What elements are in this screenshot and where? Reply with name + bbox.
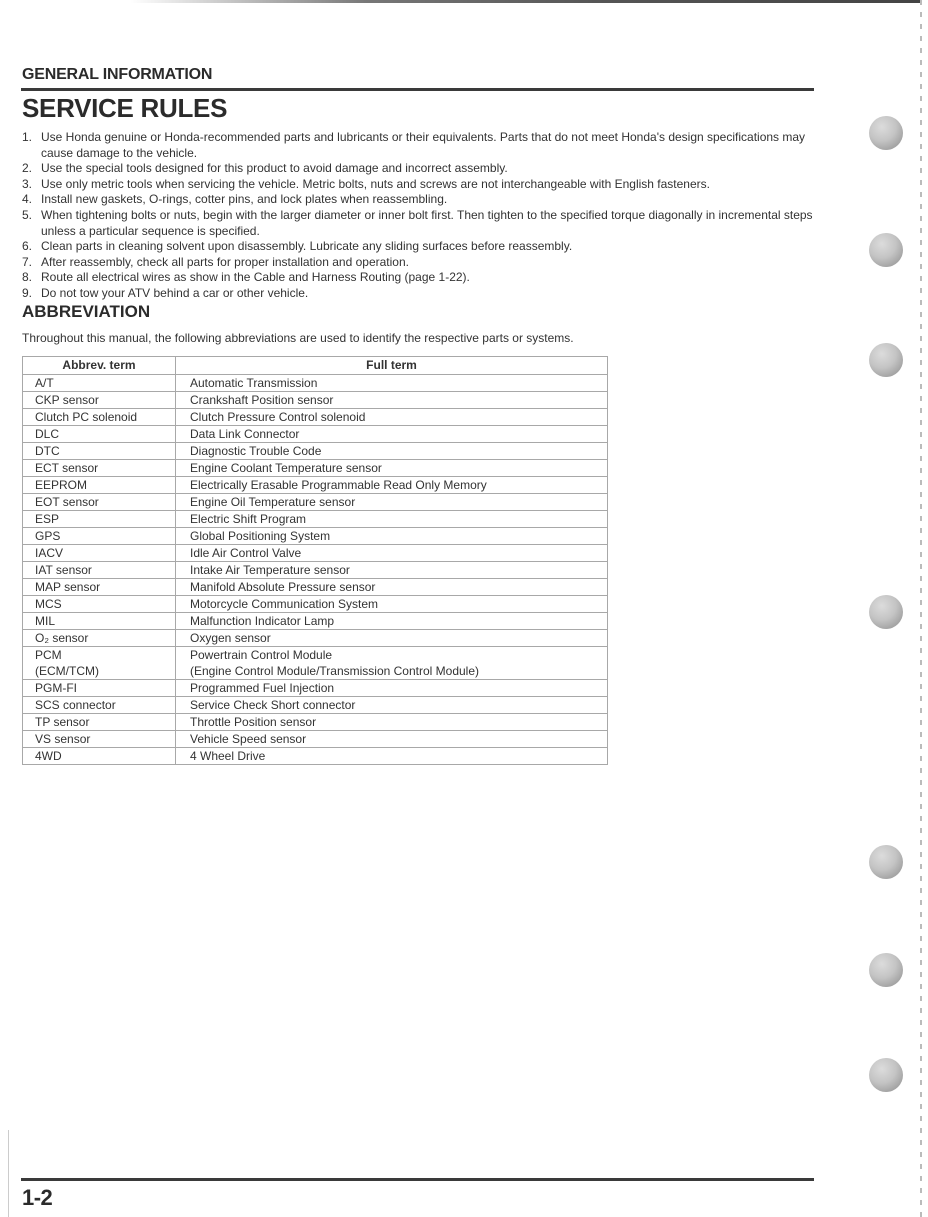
rule-item [22,208,822,239]
rule-text: Clean parts in cleaning solvent upon disassembly. Lubricate any sliding surfaces before reassembly. [41,239,573,254]
abbrev-text: MAP sensor [35,580,101,594]
rule-item [22,130,822,161]
abbrev-text: CKP sensor [35,393,99,407]
full-term-cell [176,477,608,494]
abbrev-text: EEPROM [35,478,88,492]
rule-number: 8. [22,270,33,285]
table-row [23,680,608,697]
table-row [23,731,608,748]
table-body [23,375,608,765]
abbrev-cell [23,443,176,460]
full-term-text: 4 Wheel Drive [190,749,266,763]
rule-text: After reassembly, check all parts for proper installation and operation. [41,254,409,269]
abbrev-cell [23,545,176,562]
rule-item [22,255,822,271]
abbrev-cell [23,511,176,528]
full-term-text: Global Positioning System [190,529,331,543]
table-row [23,443,608,460]
binder-hole-icon [869,595,903,629]
table-row [23,714,608,731]
full-term-text: Vehicle Speed sensor [190,732,307,746]
rule-number: 6. [22,239,33,254]
full-term-cell [176,443,608,460]
full-term-cell [176,680,608,697]
full-term-cell [176,511,608,528]
abbrev-text: Clutch PC solenoid [35,410,138,424]
abbrev-text: MIL [35,614,56,628]
full-term-text: Electrically Erasable Programmable Read Only Memory [190,478,487,492]
abbrev-text: 4WD [35,749,62,763]
table-row [23,579,608,596]
abbrev-text: DLC [35,427,60,441]
abbrev-text: O₂ sensor [35,631,89,645]
abbrev-text: IACV [35,546,64,560]
rule-text: Use Honda genuine or Honda-recommended parts and lubricants or their equivalents. Parts that do not meet Honda's design specifications may cause damage to the vehicle. [41,130,806,160]
abbrev-text: TP sensor [35,715,90,729]
rule-text: Route all electrical wires as show in the Cable and Harness Routing (page 1-22). [41,270,470,285]
full-term-text: Powertrain Control Module [190,648,333,662]
table-row [23,511,608,528]
full-term-cell [176,392,608,409]
binder-hole-icon [869,1058,903,1092]
abbrev-cell [23,477,176,494]
full-term-cell [176,630,608,647]
rule-text: Use the special tools designed for this product to avoid damage and incorrect assembly. [41,161,508,176]
table-row [23,562,608,579]
binder-hole-icon [869,233,903,267]
rule-item [22,270,822,286]
abbrev-cell [23,697,176,714]
rule-number: 9. [22,285,33,300]
abbrev-cell [23,579,176,596]
abbrev-text: MCS [35,597,62,611]
table-row [23,545,608,562]
table-row [23,596,608,613]
full-term-text: Service Check Short connector [190,698,356,712]
full-term-cell [176,494,608,511]
abbrev-cell [23,596,176,613]
rule-item [22,239,822,255]
full-term-text: Oxygen sensor [190,631,271,645]
table-header-row [23,357,608,375]
full-term-text: Malfunction Indicator Lamp [190,614,335,628]
full-term-cell [176,460,608,477]
abbrev-cell [23,460,176,477]
abbrev-text: A/T [35,376,54,390]
full-term-cell [176,731,608,748]
abbrev-text: GPS [35,529,61,543]
full-term-cell [176,647,608,680]
abbrev-text: ESP [35,512,60,526]
table-row [23,630,608,647]
abbrev-cell [23,630,176,647]
abbrev-cell [23,748,176,765]
table-row [23,409,608,426]
abbrev-text: EOT sensor [35,495,99,509]
table-row [23,613,608,630]
full-term-text: Manifold Absolute Pressure sensor [190,580,376,594]
header-rule [21,88,814,91]
full-term-cell [176,528,608,545]
full-term-text: Engine Coolant Temperature sensor [190,461,382,475]
rule-text: Use only metric tools when servicing the vehicle. Metric bolts, nuts and screws are not interchangeable with English fasteners. [41,176,710,191]
full-term-cell [176,748,608,765]
abbrev-text: PGM-FI [35,681,77,695]
full-term-cell [176,562,608,579]
rule-number: 4. [22,192,33,207]
abbrev-text: VS sensor [35,732,91,746]
rule-item [22,177,822,193]
full-term-cell [176,613,608,630]
table-row [23,477,608,494]
abbrev-text: PCM [35,648,62,662]
column-header-abbrev: Abbrev. term [23,357,176,375]
rule-number: 7. [22,254,33,269]
abbrev-cell [23,426,176,443]
abbrev-cell [23,409,176,426]
service-rules-list [22,130,822,302]
rule-number: 5. [22,207,33,222]
table-row [23,748,608,765]
abbrev-cell [23,647,176,680]
abbreviation-intro: Throughout this manual, the following abbreviations are used to identify the respective parts or systems. [22,331,574,345]
table-row [23,494,608,511]
abbrev-cell [23,375,176,392]
binder-hole-icon [869,116,903,150]
rule-item [22,286,822,302]
column-header-full: Full term [176,357,608,375]
full-term-text: Intake Air Temperature sensor [190,563,350,577]
abbrev-cell [23,680,176,697]
full-term-cell [176,426,608,443]
binder-hole-icon [869,845,903,879]
abbrev-cell [23,613,176,630]
page-title: SERVICE RULES [22,93,228,123]
table-row [23,697,608,714]
abbrev-text: ECT sensor [35,461,99,475]
full-term-cell [176,545,608,562]
full-term-text: Programmed Fuel Injection [190,681,335,695]
abbrev-text: SCS connector [35,698,116,712]
full-term-text: Idle Air Control Valve [190,546,302,560]
abbrev-text-line2: (ECM/TCM) [35,664,99,678]
table-row [23,375,608,392]
abbrev-text: IAT sensor [35,563,92,577]
full-term-text: Engine Oil Temperature sensor [190,495,356,509]
full-term-cell [176,409,608,426]
abbrev-cell [23,714,176,731]
abbrev-cell [23,392,176,409]
table-row [23,426,608,443]
full-term-text: Clutch Pressure Control solenoid [190,410,366,424]
binder-hole-icon [869,343,903,377]
full-term-cell [176,579,608,596]
footer-rule [21,1178,814,1181]
full-term-text: Electric Shift Program [190,512,307,526]
abbrev-cell [23,562,176,579]
rule-text: Do not tow your ATV behind a car or other vehicle. [41,285,309,300]
full-term-text: Throttle Position sensor [190,715,317,729]
rule-item [22,192,822,208]
abbreviation-heading: ABBREVIATION [22,302,151,321]
page-number: 1-2 [22,1185,53,1210]
rule-item [22,161,822,177]
rule-text: Install new gaskets, O-rings, cotter pins, and lock plates when reassembling. [41,192,448,207]
rule-number: 2. [22,161,33,176]
rule-text: When tightening bolts or nuts, begin with the larger diameter or inner bolt first. Then tighten to the specified torque diagonally in incremental steps unless a particular sequence is specified. [41,207,813,238]
full-term-text: Motorcycle Communication System [190,597,379,611]
table-row [23,528,608,545]
full-term-cell [176,375,608,392]
table-row [23,647,608,680]
full-term-text: Automatic Transmission [190,376,318,390]
full-term-text: Crankshaft Position sensor [190,393,334,407]
table-row [23,460,608,477]
full-term-text: Data Link Connector [190,427,300,441]
rule-number: 3. [22,176,33,191]
page-edge-artifact [920,0,922,1217]
full-term-cell [176,596,608,613]
full-term-text: Diagnostic Trouble Code [190,444,322,458]
full-term-text-line2: (Engine Control Module/Transmission Control Module) [190,664,480,678]
full-term-cell [176,714,608,731]
full-term-cell [176,697,608,714]
page-edge-artifact [8,1130,9,1217]
abbrev-text: DTC [35,444,60,458]
abbrev-cell [23,731,176,748]
section-label: GENERAL INFORMATION [22,66,213,83]
abbrev-cell [23,528,176,545]
abbreviation-table [22,356,608,765]
scan-edge-artifact [130,0,920,3]
binder-hole-icon [869,953,903,987]
abbrev-cell [23,494,176,511]
rule-number: 1. [22,130,33,144]
table-row [23,392,608,409]
